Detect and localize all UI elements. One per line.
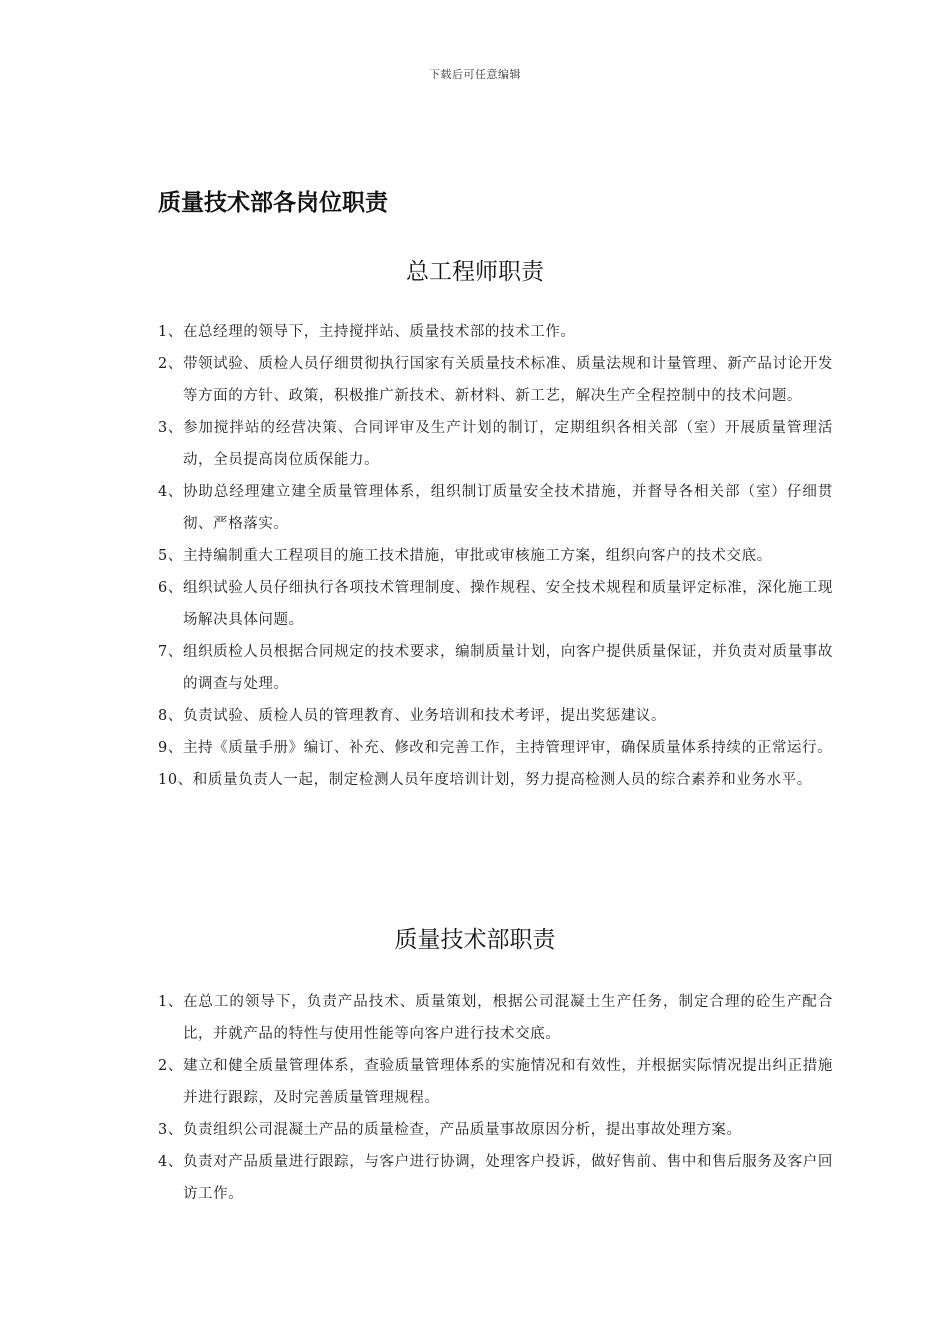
- item-number: 1、: [158, 994, 183, 1010]
- item-number: 6、: [158, 580, 183, 596]
- list-item: [158, 986, 833, 1050]
- item-text: 组织质检人员根据合同规定的技术要求，编制质量计划，向客户提供质量保证，并负责对质量事故的调查与处理。: [182, 644, 833, 692]
- list-item: [158, 732, 833, 764]
- item-text: 和质量负责人一起，制定检测人员年度培训计划，努力提高检测人员的综合素养和业务水平。: [192, 772, 812, 788]
- item-text: 主持《质量手册》编订、补充、修改和完善工作，主持管理评审，确保质量体系持续的正常运行。: [182, 740, 833, 756]
- item-text: 组织试验人员仔细执行各项技术管理制度、操作规程、安全技术规程和质量评定标准，深化施工现场解决具体问题。: [182, 580, 833, 628]
- list-item: [158, 348, 833, 412]
- item-number: 4、: [158, 484, 183, 500]
- item-text: 负责对产品质量进行跟踪，与客户进行协调，处理客户投诉，做好售前、售中和售后服务及客户回访工作。: [182, 1154, 833, 1202]
- list-item: [158, 316, 833, 348]
- list-item: [158, 636, 833, 700]
- item-text: 建立和健全质量管理体系，查验质量管理体系的实施情况和有效性，并根据实际情况提出纠正措施并进行跟踪，及时完善质量管理规程。: [182, 1058, 833, 1106]
- item-text: 参加搅拌站的经营决策、合同评审及生产计划的制订，定期组织各相关部（室）开展质量管理活动，全员提高岗位质保能力。: [182, 420, 833, 468]
- item-text: 主持编制重大工程项目的施工技术措施，审批或审核施工方案，组织向客户的技术交底。: [182, 548, 772, 564]
- list-item: [158, 1050, 833, 1114]
- item-text: 负责试验、质检人员的管理教育、业务培训和技术考评，提出奖惩建议。: [182, 708, 667, 724]
- item-text: 在总工的领导下，负责产品技术、质量策划，根据公司混凝土生产任务，制定合理的砼生产配合比，并就产品的特性与使用性能等向客户进行技术交底。: [182, 994, 833, 1042]
- list-item: [158, 572, 833, 636]
- item-number: 3、: [158, 1122, 183, 1138]
- item-number: 8、: [158, 708, 183, 724]
- list-item: [158, 764, 833, 796]
- item-number: 3、: [158, 420, 183, 436]
- list-item: [158, 1114, 833, 1146]
- list-item: [158, 1146, 833, 1210]
- section-heading-quality-dept: 质量技术部职责: [394, 927, 556, 953]
- item-number: 7、: [158, 644, 183, 660]
- chief-engineer-duties-list: [158, 316, 833, 796]
- item-number: 9、: [158, 740, 183, 756]
- document-title: 质量技术部各岗位职责: [158, 190, 388, 216]
- item-text: 带领试验、质检人员仔细贯彻执行国家有关质量技术标准、质量法规和计量管理、新产品讨论开发等方面的方针、政策，积极推广新技术、新材料、新工艺，解决生产全程控制中的技术问题。: [182, 356, 833, 404]
- section-heading-chief-engineer: 总工程师职责: [406, 259, 544, 285]
- item-text: 负责组织公司混凝土产品的质量检查，产品质量事故原因分析，提出事故处理方案。: [182, 1122, 742, 1138]
- item-number: 4、: [158, 1154, 183, 1170]
- item-text: 协助总经理建立建全质量管理体系，组织制订质量安全技术措施，并督导各相关部（室）仔细贯彻、严格落实。: [182, 484, 833, 532]
- item-number: 5、: [158, 548, 183, 564]
- list-item: [158, 700, 833, 732]
- item-text: 在总经理的领导下，主持搅拌站、质量技术部的技术工作。: [182, 324, 576, 340]
- item-number: 10、: [158, 772, 193, 788]
- list-item: [158, 540, 833, 572]
- item-number: 2、: [158, 1058, 183, 1074]
- item-number: 2、: [158, 356, 183, 372]
- quality-dept-duties-list: [158, 986, 833, 1210]
- header-note: 下载后可任意编辑: [429, 68, 521, 81]
- list-item: [158, 412, 833, 476]
- item-number: 1、: [158, 324, 183, 340]
- list-item: [158, 476, 833, 540]
